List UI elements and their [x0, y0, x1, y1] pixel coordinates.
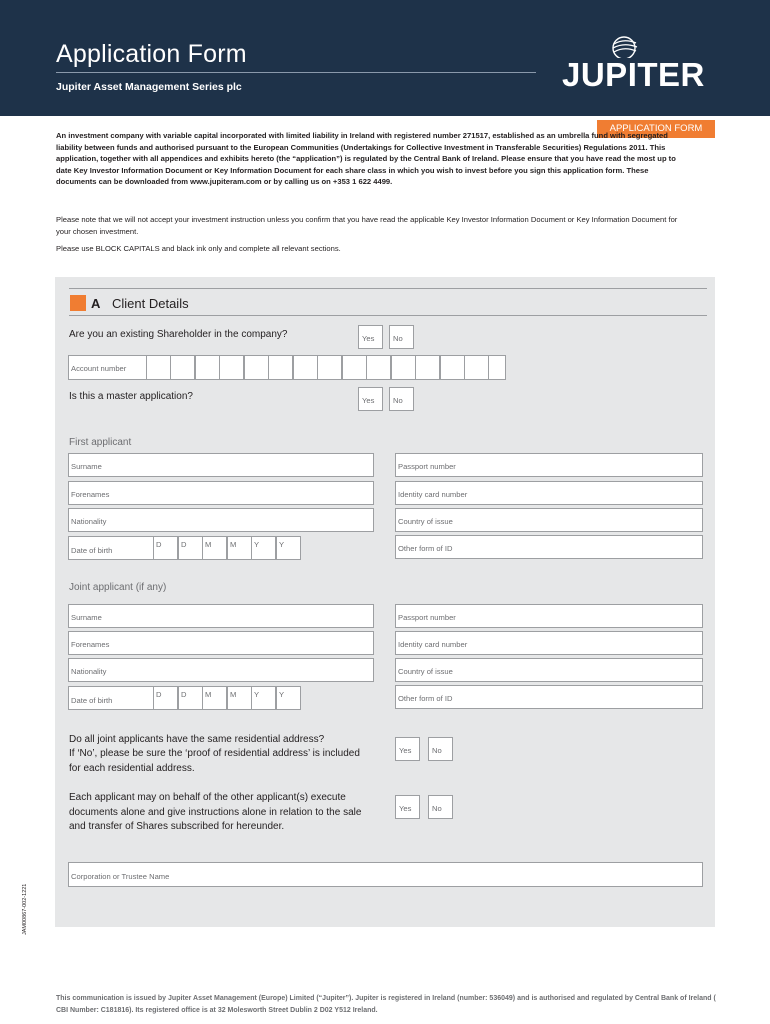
account-number-label: Account number — [71, 364, 127, 373]
section-letter: A — [91, 296, 101, 311]
document-reference-code: JAM00867-002-1221 — [22, 883, 28, 935]
yes-label: Yes — [399, 746, 412, 755]
no-label: No — [393, 396, 403, 405]
yes-label: Yes — [362, 396, 375, 405]
field-label: Other form of ID — [398, 694, 453, 703]
field-label: Identity card number — [398, 490, 468, 499]
field-label: Date of birth — [71, 546, 113, 555]
on-behalf-no[interactable] — [428, 795, 453, 819]
joint-forenames-field[interactable] — [68, 631, 374, 655]
first-identity-card-field[interactable] — [395, 481, 703, 505]
account-digit-cell[interactable] — [293, 355, 318, 380]
dob-cell-hint: M — [230, 540, 237, 549]
on-behalf-yes[interactable] — [395, 795, 420, 819]
dob-cell-hint: M — [205, 690, 212, 699]
dob-cell-hint: D — [181, 540, 187, 549]
account-digit-cell[interactable] — [268, 355, 293, 380]
yes-label: Yes — [399, 804, 412, 813]
account-digit-cell[interactable] — [317, 355, 342, 380]
field-label: Passport number — [398, 462, 456, 471]
account-digit-cell[interactable] — [219, 355, 244, 380]
field-label: Nationality — [71, 667, 107, 676]
account-digit-cell[interactable] — [170, 355, 195, 380]
joint-surname-field[interactable] — [68, 604, 374, 628]
header-band — [0, 0, 770, 116]
joint-identity-card-field[interactable] — [395, 631, 703, 655]
joint-country-of-issue-field[interactable] — [395, 658, 703, 682]
no-label: No — [432, 746, 442, 755]
field-label: Nationality — [71, 517, 107, 526]
field-label: Date of birth — [71, 696, 113, 705]
first-passport-field[interactable] — [395, 453, 703, 477]
field-label: Forenames — [71, 640, 110, 649]
dob-cell[interactable] — [251, 686, 276, 710]
existing-shareholder-no[interactable] — [389, 325, 414, 349]
first-applicant-heading: First applicant — [69, 437, 132, 448]
joint-applicant-heading: Joint applicant (if any) — [69, 582, 167, 593]
dob-cell-hint: Y — [254, 540, 260, 549]
account-digit-cell[interactable] — [415, 355, 440, 380]
corporation-trustee-name-field[interactable] — [68, 862, 703, 887]
account-digit-cell[interactable] — [366, 355, 391, 380]
on-behalf-question-line-3: and transfer of Shares subscribed for hereunder. — [69, 821, 285, 832]
account-digit-cell[interactable] — [146, 355, 171, 380]
first-date-of-birth-field[interactable] — [68, 536, 301, 560]
account-digit-cell[interactable] — [391, 355, 416, 380]
first-surname-field[interactable] — [68, 453, 374, 477]
account-digit-cell[interactable] — [342, 355, 367, 380]
section-bottom-rule — [69, 315, 707, 316]
master-application-yes[interactable] — [358, 387, 383, 411]
master-application-question: Is this a master application? — [69, 391, 193, 402]
section-title: Client Details — [112, 296, 189, 311]
dob-cell-hint: D — [181, 690, 187, 699]
master-application-no[interactable] — [389, 387, 414, 411]
on-behalf-question-line-1: Each applicant may on behalf of the other applicant(s) execute — [69, 792, 346, 803]
dob-cell-hint: D — [156, 540, 162, 549]
joint-other-id-field[interactable] — [395, 685, 703, 709]
dob-cell[interactable] — [227, 536, 252, 560]
same-address-question-line-3: for each residential address. — [69, 763, 195, 774]
field-label: Surname — [71, 613, 102, 622]
jupiter-logo — [562, 34, 722, 94]
dob-cell-hint: M — [230, 690, 237, 699]
yes-label: Yes — [362, 334, 375, 343]
field-label: Passport number — [398, 613, 456, 622]
on-behalf-question-line-2: documents alone and give instructions alone in relation to the sale — [69, 807, 362, 818]
field-label: Country of issue — [398, 517, 453, 526]
footer-disclaimer: This communication is issued by Jupiter Asset Management (Europe) Limited (“Jupiter”). Jupiter is registered in Ireland (number: 536049) and is authorised and regulated by Central Bank of Ireland ( CBI Number: C181816). Its registered office is at 32 Molesworth Street Dublin 2 D02 Y512 Ireland. — [56, 995, 716, 1014]
page-title: Application Form — [56, 40, 247, 68]
dob-cell-hint: M — [205, 540, 212, 549]
account-digit-cell[interactable] — [244, 355, 269, 380]
dob-cell[interactable] — [153, 536, 178, 560]
dob-cell-hint: Y — [279, 690, 285, 699]
field-label: Surname — [71, 462, 102, 471]
dob-cell[interactable] — [276, 536, 301, 560]
joint-date-of-birth-field[interactable] — [68, 686, 301, 710]
intro-paragraph: An investment company with variable capital incorporated with limited liability in Ireland with registered number 271517, established as an umbrella fund with segregated liability between funds and authorised pursuant to the European Communities (Undertakings for Collective Investment in Transferable Securities) Regulations 2011. This application, together with all appendices and exhibits hereto (the “application”) is regulated by the Central Bank of Ireland. Please ensure that you have read the most up to date Key Investor Information Document or Key Information Document for each share class in which you wish to invest before you sign this application form. These documents can be downloaded from www.jupiteram.com or by calling us on +353 1 622 4499. — [56, 131, 676, 187]
account-digit-cell[interactable] — [464, 355, 489, 380]
same-address-yes[interactable] — [395, 737, 420, 761]
jupiter-planet-icon — [606, 34, 642, 58]
dob-cell-hint: D — [156, 690, 162, 699]
dob-cell[interactable] — [202, 536, 227, 560]
joint-nationality-field[interactable] — [68, 658, 374, 682]
first-nationality-field[interactable] — [68, 508, 374, 532]
title-divider — [56, 72, 536, 73]
dob-cell[interactable] — [251, 536, 276, 560]
form-type-badge: APPLICATION FORM — [597, 120, 715, 138]
first-forenames-field[interactable] — [68, 481, 374, 505]
dob-cell-hint: Y — [279, 540, 285, 549]
account-number-field[interactable] — [68, 355, 506, 380]
same-address-question-line-1: Do all joint applicants have the same residential address? — [69, 734, 325, 745]
kiid-note: Please note that we will not accept your investment instruction unless you confirm that you have read the applicable Key Investor Information Document or Key Information Document for your chosen investment. — [56, 215, 678, 236]
dob-cell[interactable] — [202, 686, 227, 710]
account-digit-cell[interactable] — [195, 355, 220, 380]
dob-cell[interactable] — [153, 686, 178, 710]
field-label: Country of issue — [398, 667, 453, 676]
no-label: No — [393, 334, 403, 343]
first-country-of-issue-field[interactable] — [395, 508, 703, 532]
same-address-question-line-2: If ‘No’, please be sure the ‘proof of residential address’ is included — [69, 748, 360, 759]
dob-cell[interactable] — [178, 686, 203, 710]
block-capitals-note: Please use BLOCK CAPITALS and black ink only and complete all relevant sections. — [56, 244, 341, 253]
existing-shareholder-yes[interactable] — [358, 325, 383, 349]
dob-cell[interactable] — [276, 686, 301, 710]
fund-name: Jupiter Asset Management Series plc — [56, 81, 242, 93]
section-marker-icon — [70, 295, 86, 311]
dob-cell[interactable] — [227, 686, 252, 710]
field-label: Corporation or Trustee Name — [71, 872, 170, 881]
no-label: No — [432, 804, 442, 813]
dob-cell[interactable] — [178, 536, 203, 560]
field-label: Identity card number — [398, 640, 468, 649]
existing-shareholder-question: Are you an existing Shareholder in the company? — [69, 329, 288, 340]
same-address-no[interactable] — [428, 737, 453, 761]
field-label: Other form of ID — [398, 544, 453, 553]
field-label: Forenames — [71, 490, 110, 499]
first-other-id-field[interactable] — [395, 535, 703, 559]
dob-cell-hint: Y — [254, 690, 260, 699]
section-top-rule — [69, 288, 707, 289]
logo-wordmark: JUPITER — [562, 56, 705, 93]
account-digit-cell[interactable] — [440, 355, 465, 380]
joint-passport-field[interactable] — [395, 604, 703, 628]
